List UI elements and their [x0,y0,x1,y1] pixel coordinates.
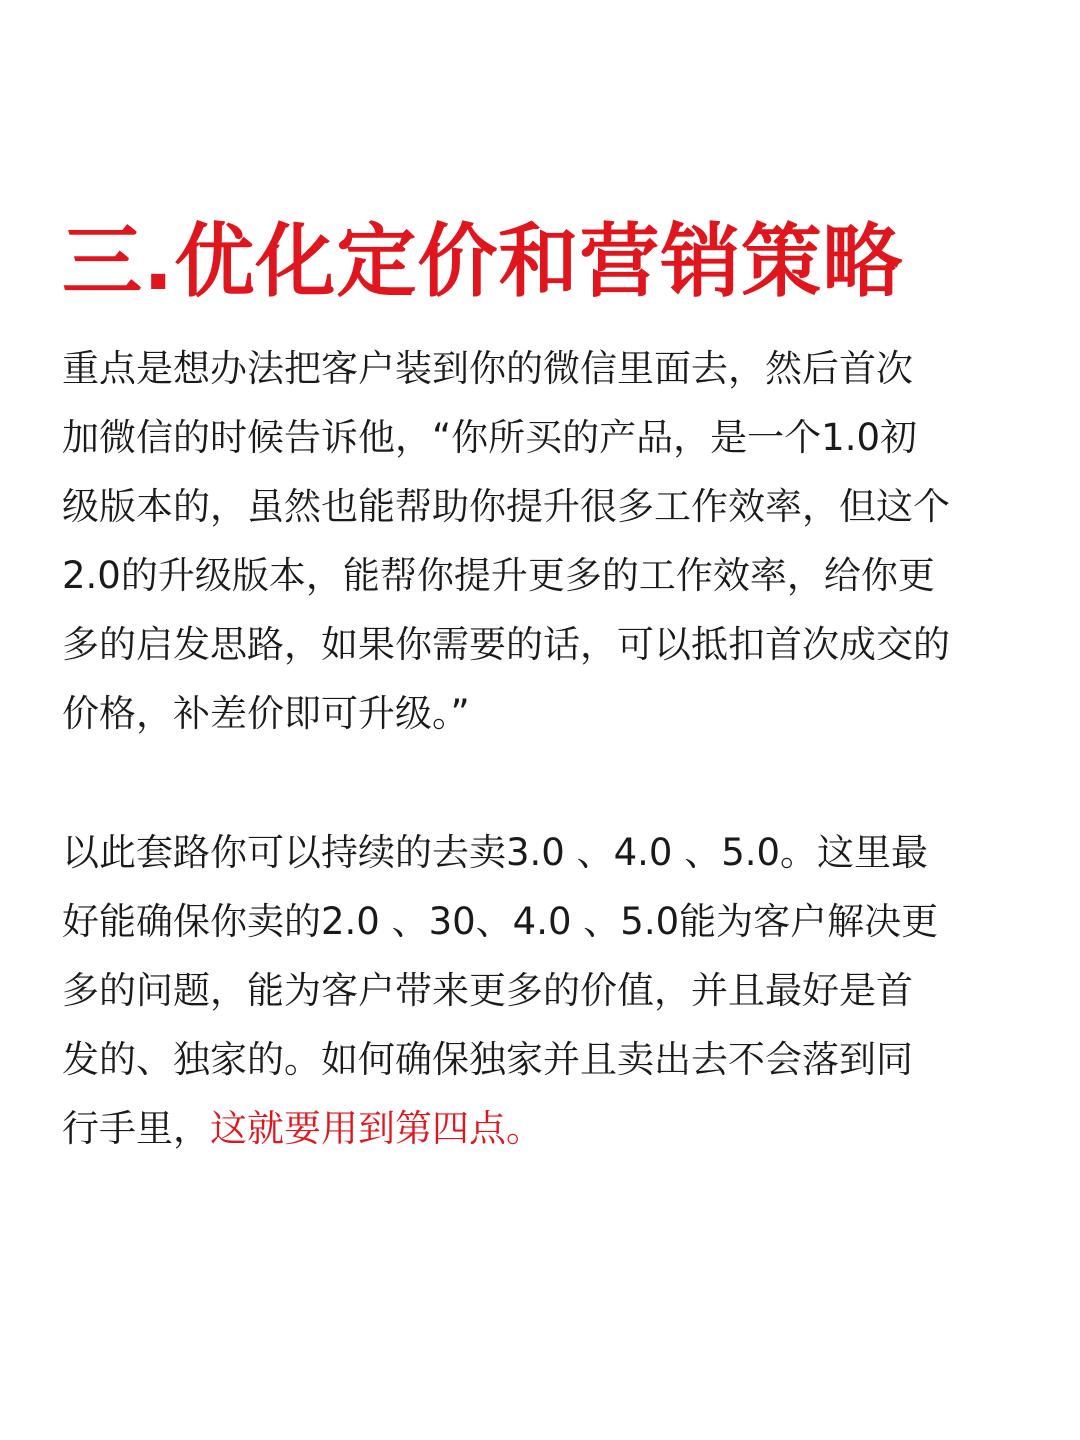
paragraph-line: 多的启发思路，如果你需要的话，可以抵扣首次成交的 [62,623,950,666]
paragraph-line: 级版本的，虽然也能帮助你提升很多工作效率，但这个 [62,485,950,528]
last-line-text: 行手里， [62,1107,210,1150]
paragraph-line: 2.0的升级版本，能帮你提升更多的工作效率，给你更 [62,554,935,597]
paragraph-line: 重点是想办法把客户装到你的微信里面去，然后首次 [62,347,913,390]
section-title: 三.优化定价和营销策略 [62,215,904,308]
highlighted-text: 这就要用到第四点。 [210,1107,543,1150]
paragraph-line: 加微信的时候告诉他，“你所买的产品，是一个1.0初 [62,416,918,459]
paragraph-line: 多的问题，能为客户带来更多的价值，并且最好是首 [62,969,913,1012]
paragraph-line: 好能确保你卖的2.0 、30、4.0 、5.0能为客户解决更 [62,900,939,943]
paragraph-2 [62,818,1022,1163]
paragraph-line: 以此套路你可以持续的去卖3.0 、4.0 、5.0。这里最 [62,831,929,874]
paragraph-last-line [62,1094,1022,1163]
paragraph-1 [62,334,1022,748]
paragraph-line: 价格，补差价即可升级。” [62,692,470,735]
paragraph-line: 发的、独家的。如何确保独家并且卖出去不会落到同 [62,1038,913,1081]
